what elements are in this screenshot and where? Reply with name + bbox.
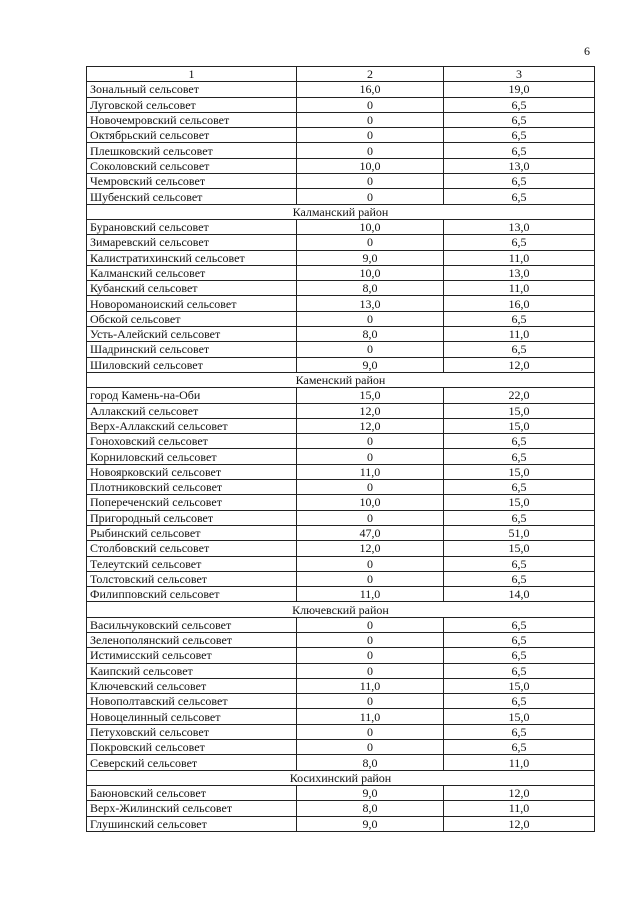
value-col-3: 6,5 (444, 342, 595, 357)
settlement-name: город Камень-на-Оби (87, 388, 297, 403)
value-col-3: 6,5 (444, 480, 595, 495)
value-col-3: 12,0 (444, 357, 595, 372)
value-col-2: 13,0 (297, 296, 444, 311)
table-row (87, 648, 595, 663)
column-header-3: 3 (444, 67, 595, 82)
settlement-name: Калистратихинский сельсовет (87, 250, 297, 265)
value-col-3: 15,0 (444, 418, 595, 433)
settlement-name: Ключевский сельсовет (87, 678, 297, 693)
table-row (87, 755, 595, 770)
value-col-3: 11,0 (444, 250, 595, 265)
value-col-2: 0 (297, 617, 444, 632)
settlement-name: Чемровский сельсовет (87, 174, 297, 189)
value-col-2: 9,0 (297, 357, 444, 372)
table-row (87, 587, 595, 602)
table-row (87, 449, 595, 464)
value-col-2: 0 (297, 694, 444, 709)
value-col-3: 11,0 (444, 801, 595, 816)
value-col-2: 9,0 (297, 250, 444, 265)
value-col-3: 6,5 (444, 556, 595, 571)
table-row (87, 311, 595, 326)
value-col-2: 0 (297, 128, 444, 143)
column-header-2: 2 (297, 67, 444, 82)
table-row (87, 556, 595, 571)
data-table (86, 66, 595, 832)
value-col-3: 6,5 (444, 434, 595, 449)
value-col-2: 10,0 (297, 265, 444, 280)
table-row (87, 189, 595, 204)
district-name: Калманский район (87, 204, 595, 219)
value-col-3: 6,5 (444, 235, 595, 250)
value-col-3: 13,0 (444, 219, 595, 234)
district-header-row (87, 204, 595, 219)
district-name: Косихинский район (87, 770, 595, 785)
table-row (87, 281, 595, 296)
district-header-row (87, 770, 595, 785)
value-col-3: 11,0 (444, 281, 595, 296)
district-header-row (87, 372, 595, 387)
value-col-3: 6,5 (444, 510, 595, 525)
value-col-2: 47,0 (297, 525, 444, 540)
settlement-name: Аллакский сельсовет (87, 403, 297, 418)
value-col-2: 0 (297, 342, 444, 357)
value-col-3: 14,0 (444, 587, 595, 602)
table-row (87, 128, 595, 143)
table-row (87, 525, 595, 540)
value-col-3: 19,0 (444, 82, 595, 97)
value-col-3: 6,5 (444, 174, 595, 189)
value-col-3: 6,5 (444, 617, 595, 632)
table-row (87, 694, 595, 709)
settlement-name: Новочемровский сельсовет (87, 112, 297, 127)
settlement-name: Луговской сельсовет (87, 97, 297, 112)
value-col-3: 11,0 (444, 327, 595, 342)
table-row (87, 724, 595, 739)
value-col-2: 8,0 (297, 327, 444, 342)
table-row (87, 403, 595, 418)
table-row (87, 740, 595, 755)
settlement-name: Телеутский сельсовет (87, 556, 297, 571)
table-row (87, 97, 595, 112)
value-col-3: 6,5 (444, 648, 595, 663)
table-row (87, 541, 595, 556)
value-col-3: 11,0 (444, 755, 595, 770)
settlement-name: Соколовский сельсовет (87, 158, 297, 173)
settlement-name: Истимисский сельсовет (87, 648, 297, 663)
settlement-name: Плешковский сельсовет (87, 143, 297, 158)
settlement-name: Каипский сельсовет (87, 663, 297, 678)
value-col-2: 12,0 (297, 418, 444, 433)
table-row (87, 678, 595, 693)
value-col-2: 0 (297, 97, 444, 112)
value-col-3: 6,5 (444, 663, 595, 678)
value-col-3: 22,0 (444, 388, 595, 403)
value-col-2: 10,0 (297, 158, 444, 173)
page-number: 6 (584, 44, 590, 58)
value-col-3: 6,5 (444, 112, 595, 127)
district-name: Ключевский район (87, 602, 595, 617)
value-col-2: 12,0 (297, 403, 444, 418)
value-col-3: 15,0 (444, 678, 595, 693)
table-row (87, 510, 595, 525)
settlement-name: Корниловский сельсовет (87, 449, 297, 464)
settlement-name: Новоцелинный сельсовет (87, 709, 297, 724)
table-row (87, 327, 595, 342)
table-body (87, 67, 595, 832)
table-row (87, 143, 595, 158)
district-header-row (87, 602, 595, 617)
settlement-name: Верх-Жилинский сельсовет (87, 801, 297, 816)
table-row (87, 571, 595, 586)
value-col-3: 6,5 (444, 449, 595, 464)
table-row (87, 158, 595, 173)
settlement-name: Бурановский сельсовет (87, 219, 297, 234)
table-row (87, 785, 595, 800)
value-col-2: 0 (297, 480, 444, 495)
settlement-name: Глушинский сельсовет (87, 816, 297, 831)
value-col-3: 6,5 (444, 97, 595, 112)
column-header-1: 1 (87, 67, 297, 82)
value-col-2: 8,0 (297, 801, 444, 816)
table-row (87, 388, 595, 403)
table-row (87, 617, 595, 632)
value-col-3: 15,0 (444, 464, 595, 479)
value-col-2: 9,0 (297, 816, 444, 831)
table-row (87, 434, 595, 449)
value-col-3: 16,0 (444, 296, 595, 311)
table-row (87, 418, 595, 433)
settlement-name: Гоноховский сельсовет (87, 434, 297, 449)
settlement-name: Столбовский сельсовет (87, 541, 297, 556)
table-row (87, 663, 595, 678)
value-col-2: 11,0 (297, 678, 444, 693)
settlement-name: Северский сельсовет (87, 755, 297, 770)
value-col-3: 15,0 (444, 709, 595, 724)
value-col-2: 0 (297, 449, 444, 464)
table-row (87, 801, 595, 816)
value-col-3: 6,5 (444, 632, 595, 647)
settlement-name: Баюновский сельсовет (87, 785, 297, 800)
value-col-3: 15,0 (444, 403, 595, 418)
value-col-2: 0 (297, 112, 444, 127)
value-col-2: 0 (297, 311, 444, 326)
value-col-2: 16,0 (297, 82, 444, 97)
settlement-name: Усть-Алейский сельсовет (87, 327, 297, 342)
value-col-2: 12,0 (297, 541, 444, 556)
value-col-2: 0 (297, 663, 444, 678)
value-col-2: 8,0 (297, 755, 444, 770)
settlement-name: Новоярковский сельсовет (87, 464, 297, 479)
settlement-name: Плотниковский сельсовет (87, 480, 297, 495)
value-col-3: 15,0 (444, 495, 595, 510)
table-row (87, 357, 595, 372)
table-row (87, 219, 595, 234)
table-row (87, 265, 595, 280)
value-col-2: 0 (297, 724, 444, 739)
settlement-name: Октябрьский сельсовет (87, 128, 297, 143)
value-col-3: 6,5 (444, 189, 595, 204)
table-row (87, 235, 595, 250)
settlement-name: Попереченский сельсовет (87, 495, 297, 510)
value-col-3: 6,5 (444, 724, 595, 739)
settlement-name: Покровский сельсовет (87, 740, 297, 755)
table-row (87, 816, 595, 831)
value-col-2: 15,0 (297, 388, 444, 403)
settlement-name: Верх-Аллакский сельсовет (87, 418, 297, 433)
table-row (87, 632, 595, 647)
table-row (87, 342, 595, 357)
value-col-3: 51,0 (444, 525, 595, 540)
settlement-name: Шадринский сельсовет (87, 342, 297, 357)
value-col-2: 0 (297, 235, 444, 250)
value-col-3: 12,0 (444, 816, 595, 831)
table-row (87, 480, 595, 495)
value-col-3: 15,0 (444, 541, 595, 556)
settlement-name: Новополтавский сельсовет (87, 694, 297, 709)
table-row (87, 174, 595, 189)
settlement-name: Рыбинский сельсовет (87, 525, 297, 540)
value-col-2: 11,0 (297, 587, 444, 602)
value-col-2: 0 (297, 174, 444, 189)
value-col-2: 0 (297, 434, 444, 449)
table-row (87, 82, 595, 97)
settlement-name: Обской сельсовет (87, 311, 297, 326)
value-col-2: 0 (297, 510, 444, 525)
table-row (87, 112, 595, 127)
value-col-2: 0 (297, 740, 444, 755)
table-row (87, 709, 595, 724)
value-col-3: 6,5 (444, 311, 595, 326)
settlement-name: Кубанский сельсовет (87, 281, 297, 296)
value-col-2: 0 (297, 143, 444, 158)
settlement-name: Шиловский сельсовет (87, 357, 297, 372)
value-col-2: 0 (297, 571, 444, 586)
value-col-3: 6,5 (444, 143, 595, 158)
settlement-name: Пригородный сельсовет (87, 510, 297, 525)
settlement-name: Зимаревский сельсовет (87, 235, 297, 250)
settlement-name: Петуховский сельсовет (87, 724, 297, 739)
value-col-2: 0 (297, 632, 444, 647)
table-row (87, 250, 595, 265)
settlement-name: Зеленополянский сельсовет (87, 632, 297, 647)
district-name: Каменский район (87, 372, 595, 387)
value-col-2: 8,0 (297, 281, 444, 296)
value-col-2: 11,0 (297, 709, 444, 724)
value-col-3: 6,5 (444, 694, 595, 709)
header-row (87, 67, 595, 82)
value-col-3: 6,5 (444, 740, 595, 755)
value-col-3: 6,5 (444, 128, 595, 143)
value-col-2: 0 (297, 556, 444, 571)
value-col-2: 11,0 (297, 464, 444, 479)
value-col-2: 10,0 (297, 219, 444, 234)
value-col-2: 0 (297, 648, 444, 663)
settlement-name: Филипповский сельсовет (87, 587, 297, 602)
settlement-name: Новороманоиский сельсовет (87, 296, 297, 311)
settlement-name: Васильчуковский сельсовет (87, 617, 297, 632)
value-col-2: 9,0 (297, 785, 444, 800)
settlement-name: Толстовский сельсовет (87, 571, 297, 586)
settlement-name: Калманский сельсовет (87, 265, 297, 280)
value-col-3: 6,5 (444, 571, 595, 586)
value-col-2: 10,0 (297, 495, 444, 510)
table-row (87, 296, 595, 311)
settlement-name: Зональный сельсовет (87, 82, 297, 97)
value-col-3: 13,0 (444, 158, 595, 173)
value-col-3: 12,0 (444, 785, 595, 800)
table-row (87, 464, 595, 479)
table-row (87, 495, 595, 510)
value-col-3: 13,0 (444, 265, 595, 280)
settlement-name: Шубенский сельсовет (87, 189, 297, 204)
value-col-2: 0 (297, 189, 444, 204)
